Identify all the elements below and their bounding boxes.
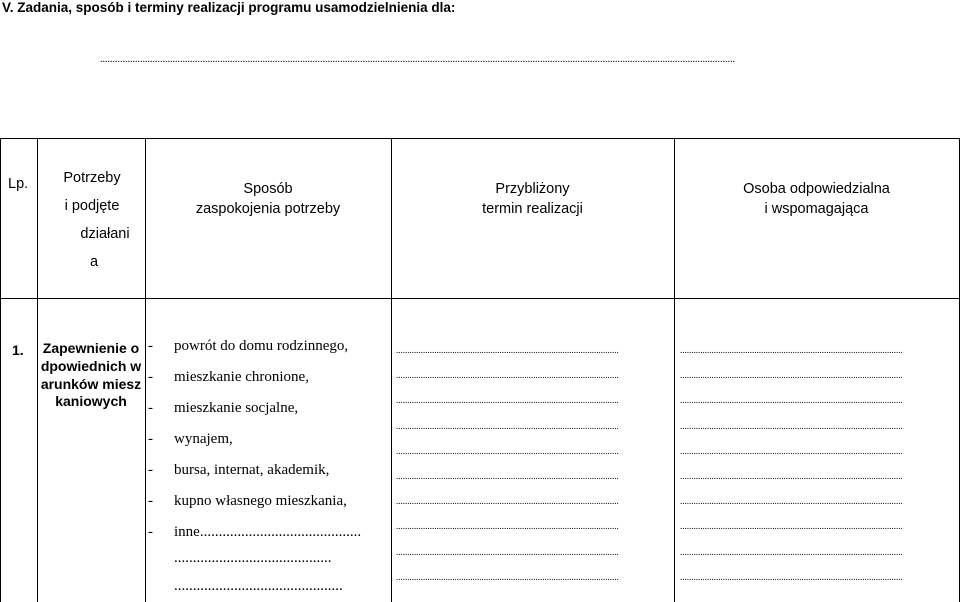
header-person-line1: Osoba odpowiedzialna bbox=[743, 181, 890, 197]
deadline-dotted-line[interactable]: ................................................................................................... bbox=[396, 471, 619, 482]
deadline-dotted-line[interactable]: ................................................................................................... bbox=[396, 521, 619, 532]
person-dotted-line[interactable]: ................................................................................................... bbox=[680, 395, 903, 406]
deadline-dotted-line[interactable]: ................................................................................................... bbox=[396, 370, 619, 381]
way-dash: - bbox=[148, 431, 153, 447]
need-text: Zapewnienie odpowiednich warunków mieszkaniowych bbox=[40, 340, 142, 410]
deadline-dotted-line[interactable]: ................................................................................................... bbox=[396, 496, 619, 507]
way-dash: - bbox=[148, 400, 153, 416]
header-deadline bbox=[391, 179, 674, 219]
way-dash: - bbox=[148, 369, 153, 385]
person-dotted-line[interactable]: ................................................................................................... bbox=[680, 420, 903, 431]
person-dotted-line[interactable]: ................................................................................................... bbox=[680, 521, 903, 532]
name-dotted-line[interactable]: .............................................................................................................................................................................................................................................................. bbox=[100, 54, 735, 65]
header-bottom-border bbox=[0, 298, 960, 299]
header-needs bbox=[52, 168, 132, 272]
person-dotted-line[interactable]: ................................................................................................... bbox=[680, 571, 903, 582]
way-text: mieszkanie chronione, bbox=[174, 369, 309, 385]
deadline-dotted-lines[interactable] bbox=[396, 338, 668, 590]
header-person bbox=[674, 179, 959, 219]
header-needs-line1: Potrzeby bbox=[63, 170, 121, 186]
header-deadline-line2: termin realizacji bbox=[482, 201, 583, 217]
header-needs-line4: a bbox=[89, 254, 99, 270]
header-lp: Lp. bbox=[8, 176, 29, 192]
header-needs-line3: działani bbox=[80, 226, 130, 242]
way-text: inne........................................... bbox=[174, 524, 362, 540]
row-number: 1. bbox=[12, 342, 24, 358]
person-dotted-line[interactable]: ................................................................................................... bbox=[680, 471, 903, 482]
way-text: kupno własnego mieszkania, bbox=[174, 493, 347, 509]
person-dotted-line[interactable]: ................................................................................................... bbox=[680, 345, 903, 355]
deadline-dotted-line[interactable]: ................................................................................................... bbox=[396, 445, 619, 456]
header-method bbox=[145, 179, 391, 219]
way-text: powrót do domu rodzinnego, bbox=[174, 338, 349, 354]
section-heading: V. Zadania, sposób i terminy realizacji programu usamodzielnienia dla: bbox=[2, 0, 456, 15]
header-deadline-line1: Przybliżony bbox=[495, 181, 570, 197]
deadline-dotted-line[interactable]: ................................................................................................... bbox=[396, 345, 619, 355]
deadline-dotted-line[interactable]: ................................................................................................... bbox=[396, 395, 619, 406]
deadline-dotted-line[interactable]: ................................................................................................... bbox=[396, 420, 619, 431]
person-dotted-line[interactable]: ................................................................................................... bbox=[680, 546, 903, 557]
header-method-line2: zaspokojenia potrzeby bbox=[195, 201, 341, 217]
header-person-line2: i wspomagająca bbox=[764, 201, 869, 217]
person-dotted-lines[interactable] bbox=[680, 338, 954, 590]
way-dash: - bbox=[148, 524, 153, 540]
other-continuation-2[interactable]: ............................................. bbox=[174, 578, 343, 594]
deadline-dotted-line[interactable]: ................................................................................................... bbox=[396, 571, 619, 582]
way-text: bursa, internat, akademik, bbox=[174, 462, 330, 478]
person-dotted-line[interactable]: ................................................................................................... bbox=[680, 445, 903, 456]
way-text: mieszkanie socjalne, bbox=[174, 400, 299, 416]
header-method-line1: Sposób bbox=[243, 181, 293, 197]
table-top-border bbox=[0, 138, 960, 139]
way-dash: - bbox=[148, 493, 153, 509]
col-border-1 bbox=[37, 138, 38, 602]
other-continuation-1[interactable]: .......................................... bbox=[174, 550, 332, 566]
col-border-left bbox=[0, 138, 1, 602]
header-needs-line2: i podjęte bbox=[64, 198, 120, 214]
way-dash: - bbox=[148, 462, 153, 478]
way-dash: - bbox=[148, 338, 153, 354]
person-dotted-line[interactable]: ................................................................................................... bbox=[680, 370, 903, 381]
way-text: wynajem, bbox=[174, 431, 233, 447]
person-dotted-line[interactable]: ................................................................................................... bbox=[680, 496, 903, 507]
deadline-dotted-line[interactable]: ................................................................................................... bbox=[396, 546, 619, 557]
